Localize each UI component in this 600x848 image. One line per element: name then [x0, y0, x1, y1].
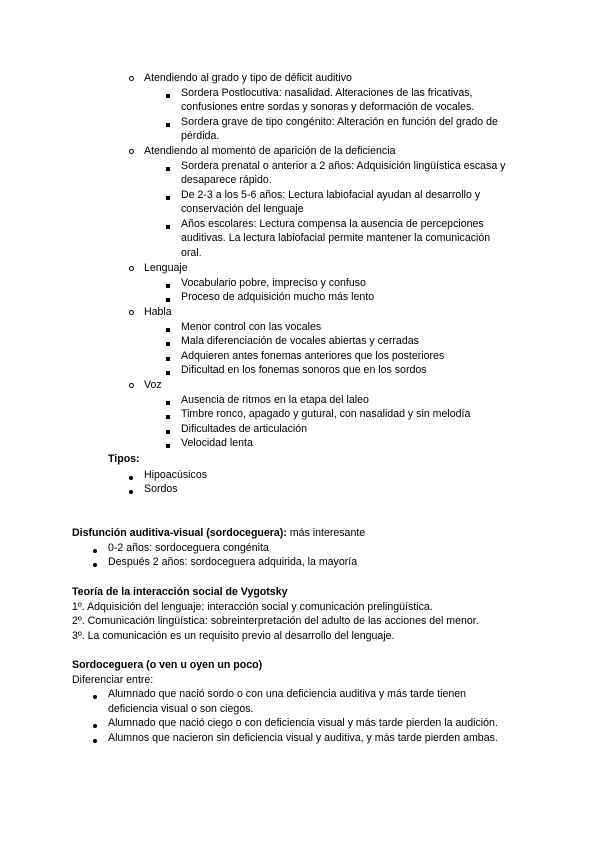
list-item-text: Dificultades de articulación — [181, 423, 308, 435]
list-item-text: Hipoacúsicos — [144, 469, 208, 481]
hollow-circle-bullet — [129, 149, 134, 154]
list-item-text: auditivas. La lectura labiofacial permite mantener la comunicación — [181, 232, 491, 244]
square-bullet — [166, 94, 170, 98]
paragraph-line: 3º. La comunicación es un requisito previo al desarrollo del lenguaje. — [72, 630, 395, 642]
list-item-label: Habla — [144, 306, 172, 318]
list-item-text: Sordera grave de tipo congénito: Alteración en función del grado de — [181, 116, 498, 128]
list-item-text: Alumnos que nacieron sin deficiencia visual y auditiva, y más tarde pierden ambas. — [108, 732, 498, 744]
list-item-label: Atendiendo al grado y tipo de déficit auditivo — [144, 72, 352, 84]
square-bullet — [166, 167, 170, 171]
list-item-text: conservación del lenguaje — [181, 203, 304, 215]
paragraph-line: Diferenciar entre: — [72, 674, 154, 686]
hollow-circle-bullet — [129, 383, 134, 388]
list-item-text: Alumnado que nació sordo o con una deficiencia auditiva y más tarde tienen — [108, 688, 467, 700]
list-item-text: Vocabulario pobre, impreciso y confuso — [181, 277, 366, 289]
square-bullet — [166, 196, 170, 200]
hollow-circle-bullet — [129, 310, 134, 315]
hollow-circle-bullet — [129, 76, 134, 81]
list-item-text: pérdida. — [181, 130, 220, 142]
square-bullet — [166, 430, 170, 434]
filled-circle-bullet — [93, 739, 97, 743]
list-item-text: De 2-3 a los 5-6 años: Lectura labiofacial ayudan al desarrollo y — [181, 189, 481, 201]
filled-circle-bullet — [93, 549, 97, 553]
square-bullet — [166, 225, 170, 229]
list-item-text: Sordera prenatal o anterior a 2 años: Adquisición lingüística escasa y — [181, 160, 506, 172]
square-bullet — [166, 284, 170, 288]
list-item-text: Dificultad en los fonemas sonoros que en los sordos — [181, 364, 427, 376]
list-item-text: Alumnado que nació ciego o con deficiencia visual y más tarde pierden la audición. — [108, 717, 498, 729]
square-bullet — [166, 371, 170, 375]
square-bullet — [166, 342, 170, 346]
disfuncion-heading-rest: más interesante — [286, 527, 366, 539]
list-item-label: Voz — [144, 379, 162, 391]
filled-circle-bullet — [129, 476, 133, 480]
square-bullet — [166, 415, 170, 419]
list-item-text: deficiencia visual o son ciegos. — [108, 703, 254, 715]
list-item-text: oral. — [181, 247, 202, 259]
list-item-text: Mala diferenciación de vocales abiertas y cerradas — [181, 335, 419, 347]
list-item-text: Años escolares: Lectura compensa la ausencia de percepciones — [181, 218, 484, 230]
filled-circle-bullet — [93, 563, 97, 567]
paragraph-line: 2º. Comunicación lingüística: sobreinterpretación del adulto de las acciones del menor. — [72, 615, 479, 627]
square-bullet — [166, 357, 170, 361]
list-item-text: Velocidad lenta — [181, 437, 253, 449]
filled-circle-bullet — [93, 695, 97, 699]
list-item-text: Menor control con las vocales — [181, 321, 322, 333]
disfuncion-heading — [72, 526, 365, 541]
list-item-text: confusiones entre sordas y sonoras y deformación de vocales. — [181, 101, 475, 113]
list-item-text: Adquieren antes fonemas anteriores que los posteriores — [181, 350, 445, 362]
list-item-label: Atendiendo al momento de aparición de la deficiencia — [144, 145, 396, 157]
square-bullet — [166, 298, 170, 302]
list-item-text: 0-2 años: sordoceguera congénita — [108, 542, 269, 554]
list-item-text: desaparece rápido. — [181, 174, 272, 186]
sordoceguera-heading: Sordoceguera (o ven u oyen un poco) — [72, 659, 263, 671]
list-item-text: Ausencia de ritmos en la etapa del laleo — [181, 394, 369, 406]
list-item-text: Proceso de adquisición mucho más lento — [181, 291, 375, 303]
list-item-label: Lenguaje — [144, 262, 188, 274]
disfuncion-heading-bold: Disfunción auditiva-visual (sordoceguera): — [72, 527, 287, 539]
hollow-circle-bullet — [129, 266, 134, 271]
vygotsky-heading: Teoría de la interacción social de Vygotsky — [72, 586, 288, 598]
filled-circle-bullet — [93, 724, 97, 728]
tipos-heading: Tipos: — [108, 453, 140, 465]
list-item-text: Timbre ronco, apagado y gutural, con nasalidad y sin melodía — [181, 408, 471, 420]
list-item-text: Sordera Postlocutiva: nasalidad. Alteraciones de las fricativas, — [181, 87, 473, 99]
square-bullet — [166, 401, 170, 405]
list-item-text: Sordos — [144, 483, 178, 495]
square-bullet — [166, 328, 170, 332]
paragraph-line: 1º. Adquisición del lenguaje: interacción social y comunicación prelingüística. — [72, 601, 433, 613]
filled-circle-bullet — [129, 490, 133, 494]
list-item-text: Después 2 años: sordoceguera adquirida, la mayoría — [108, 556, 358, 568]
square-bullet — [166, 123, 170, 127]
square-bullet — [166, 444, 170, 448]
